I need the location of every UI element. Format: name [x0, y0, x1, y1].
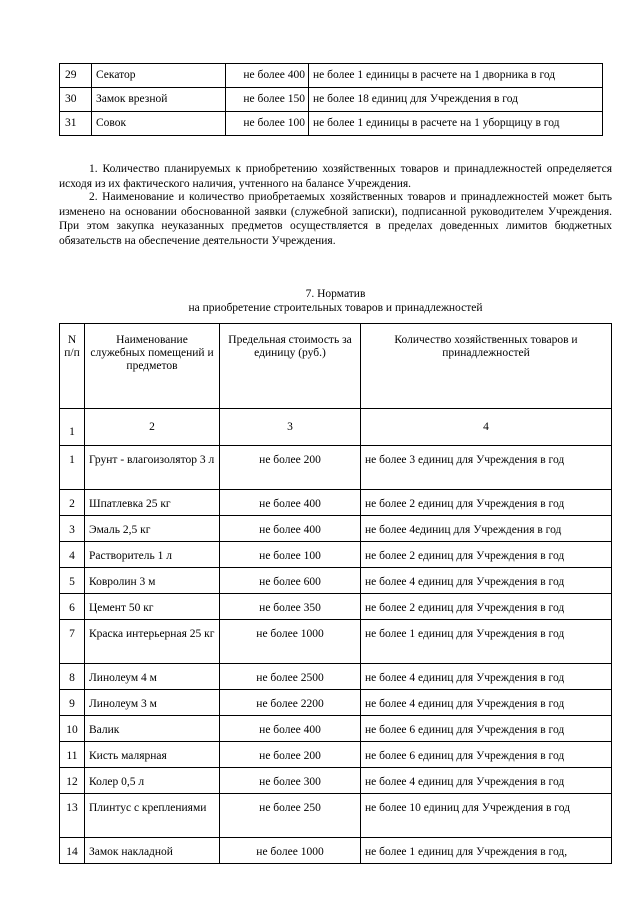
item-quantity: не более 1 единиц для Учреждения в год, — [361, 838, 612, 864]
item-name: Валик — [85, 716, 220, 742]
item-price: не более 400 — [220, 516, 361, 542]
table-row — [60, 690, 612, 716]
item-name: Эмаль 2,5 кг — [85, 516, 220, 542]
table-row — [60, 490, 612, 516]
paragraph-2 — [59, 190, 612, 248]
item-quantity: не более 4 единиц для Учреждения в год — [361, 690, 612, 716]
item-quantity: не более 4единиц для Учреждения в год — [361, 516, 612, 542]
row-number: 8 — [60, 664, 85, 690]
row-number: 14 — [60, 838, 85, 864]
item-name: Цемент 50 кг — [85, 594, 220, 620]
table-row — [60, 742, 612, 768]
item-name: Ковролин 3 м — [85, 568, 220, 594]
row-number: 1 — [60, 446, 85, 490]
item-name: Секатор — [92, 64, 226, 88]
item-quantity: не более 6 единиц для Учреждения в год — [361, 742, 612, 768]
row-number: 29 — [60, 64, 92, 88]
item-price: не более 400 — [226, 64, 309, 88]
item-name: Плинтус с креплениями — [85, 794, 220, 838]
item-price: не более 600 — [220, 568, 361, 594]
paragraph-1 — [59, 162, 612, 191]
table-row — [60, 446, 612, 490]
row-number: 6 — [60, 594, 85, 620]
row-number: 9 — [60, 690, 85, 716]
row-number: 3 — [60, 516, 85, 542]
column-number: 1 — [60, 409, 85, 446]
column-number: 3 — [220, 409, 361, 446]
row-number: 11 — [60, 742, 85, 768]
header-quantity: Количество хозяйственных товаров и принадлежностей — [361, 324, 612, 409]
row-number: 12 — [60, 768, 85, 794]
table-row — [60, 112, 603, 136]
row-number: 4 — [60, 542, 85, 568]
item-quantity: не более 2 единиц для Учреждения в год — [361, 594, 612, 620]
item-name: Грунт - влагоизолятор 3 л — [85, 446, 220, 490]
item-price: не более 1000 — [220, 838, 361, 864]
item-name: Кисть малярная — [85, 742, 220, 768]
row-number: 5 — [60, 568, 85, 594]
item-quantity: не более 4 единиц для Учреждения в год — [361, 568, 612, 594]
table-row — [60, 664, 612, 690]
item-price: не более 150 — [226, 88, 309, 112]
item-name: Шпатлевка 25 кг — [85, 490, 220, 516]
item-price: не более 1000 — [220, 620, 361, 664]
item-name: Линолеум 4 м — [85, 664, 220, 690]
item-price: не более 2200 — [220, 690, 361, 716]
row-number: 30 — [60, 88, 92, 112]
table-row — [60, 542, 612, 568]
item-quantity: не более 2 единиц для Учреждения в год — [361, 490, 612, 516]
item-price: не более 200 — [220, 742, 361, 768]
table-row — [60, 594, 612, 620]
item-price: не более 300 — [220, 768, 361, 794]
item-quantity: не более 3 единиц для Учреждения в год — [361, 446, 612, 490]
item-quantity: не более 4 единиц для Учреждения в год — [361, 768, 612, 794]
paragraph-2-text: 2. Наименование и количество приобретаемых хозяйственных товаров и принадлежностей может быть изменено на основании обоснованной заявки (служебной записки), подписанной руководителем Учреждения. При этом закупка неуказанных предметов осуществляется в пределах доведенных лимитов бюджетных обязательств на обеспечение деятельности Учреждения. — [59, 191, 612, 247]
item-quantity: не более 1 единиц для Учреждения в год — [361, 620, 612, 664]
column-number: 2 — [85, 409, 220, 446]
item-name: Растворитель 1 л — [85, 542, 220, 568]
item-quantity: не более 1 единицы в расчете на 1 дворника в год — [309, 64, 603, 88]
item-name: Совок — [92, 112, 226, 136]
item-name: Линолеум 3 м — [85, 690, 220, 716]
table-row — [60, 838, 612, 864]
table-row — [60, 568, 612, 594]
item-price: не более 100 — [226, 112, 309, 136]
header-name: Наименование служебных помещений и предметов — [85, 324, 220, 409]
item-price: не более 100 — [220, 542, 361, 568]
item-price: не более 400 — [220, 716, 361, 742]
table-row — [60, 64, 603, 88]
header-number: N п/п — [60, 324, 85, 409]
row-number: 31 — [60, 112, 92, 136]
norms-table — [59, 323, 612, 864]
row-number: 2 — [60, 490, 85, 516]
item-name: Колер 0,5 л — [85, 768, 220, 794]
table-header-row — [60, 324, 612, 409]
item-price: не более 200 — [220, 446, 361, 490]
item-quantity: не более 10 единиц для Учреждения в год — [361, 794, 612, 838]
row-number: 13 — [60, 794, 85, 838]
item-name: Замок накладной — [85, 838, 220, 864]
section-subtitle: на приобретение строительных товаров и принадлежностей — [188, 302, 483, 314]
item-price: не более 250 — [220, 794, 361, 838]
column-numbering-row — [60, 409, 612, 446]
item-quantity: не более 18 единиц для Учреждения в год — [309, 88, 603, 112]
table-row — [60, 716, 612, 742]
item-name: Замок врезной — [92, 88, 226, 112]
table-row — [60, 620, 612, 664]
paragraph-1-text: 1. Количество планируемых к приобретению хозяйственных товаров и принадлежностей определяется исходя из их фактического наличия, учтенного на балансе Учреждения. — [59, 163, 612, 190]
row-number: 7 — [60, 620, 85, 664]
table-row — [60, 516, 612, 542]
section-title: 7. Норматив — [305, 288, 366, 300]
item-quantity: не более 4 единиц для Учреждения в год — [361, 664, 612, 690]
item-price: не более 350 — [220, 594, 361, 620]
item-price: не более 2500 — [220, 664, 361, 690]
row-number: 10 — [60, 716, 85, 742]
continued-table — [59, 63, 603, 136]
item-price: не более 400 — [220, 490, 361, 516]
item-quantity: не более 6 единиц для Учреждения в год — [361, 716, 612, 742]
item-quantity: не более 1 единицы в расчете на 1 уборщицу в год — [309, 112, 603, 136]
item-name: Краска интерьерная 25 кг — [85, 620, 220, 664]
item-quantity: не более 2 единиц для Учреждения в год — [361, 542, 612, 568]
header-price: Предельная стоимость за единицу (руб.) — [220, 324, 361, 409]
table-row — [60, 794, 612, 838]
column-number: 4 — [361, 409, 612, 446]
table-row — [60, 768, 612, 794]
table-row — [60, 88, 603, 112]
